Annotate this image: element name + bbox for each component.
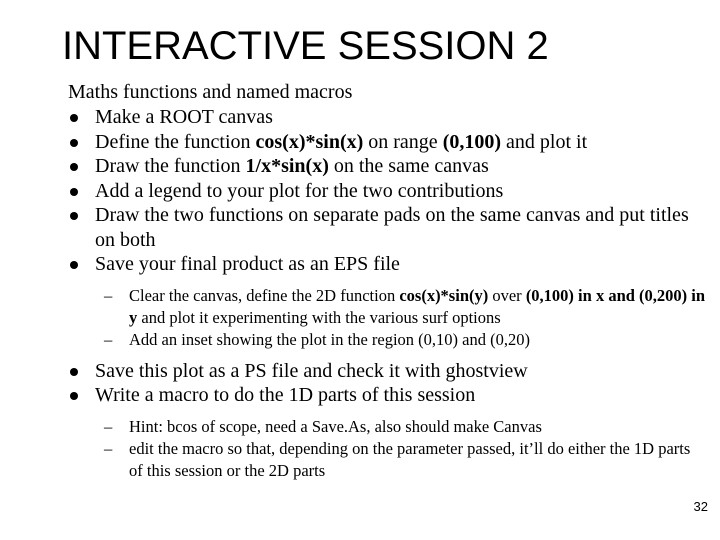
sub-code: (0,100) in x and (0,200) in y bbox=[129, 285, 706, 327]
list-item bbox=[68, 416, 708, 438]
list-item bbox=[68, 252, 708, 277]
sub-list-2 bbox=[68, 416, 708, 482]
list-item bbox=[68, 179, 708, 204]
dash-icon: – bbox=[104, 416, 113, 436]
bullet-dot-icon bbox=[70, 368, 78, 376]
sub-text: Add an inset showing the plot in the region (0,10) and (0,20) bbox=[129, 329, 530, 349]
dash-icon: – bbox=[104, 438, 113, 458]
list-item bbox=[68, 359, 708, 384]
list-item bbox=[68, 130, 708, 155]
sub-code: cos(x)*sin(y) bbox=[399, 285, 489, 305]
bullet-dot-icon bbox=[70, 114, 78, 122]
bullet-text: and plot it bbox=[501, 130, 588, 153]
intro-line: Maths functions and named macros bbox=[68, 81, 353, 103]
list-item bbox=[68, 105, 708, 130]
bullet-text: Write a macro to do the 1D parts of this session bbox=[95, 384, 476, 406]
bullet-list-2 bbox=[68, 359, 708, 408]
sub-text: edit the macro so that, depending on the parameter passed, it’ll do either the 1D parts of this session or the 2D parts bbox=[129, 438, 691, 480]
bullet-code: cos(x)*sin(x) bbox=[255, 130, 364, 153]
bullet-text: Add a legend to your plot for the two contributions bbox=[95, 179, 504, 202]
bullet-text: Make a ROOT canvas bbox=[95, 106, 273, 128]
bullet-dot-icon bbox=[70, 261, 78, 269]
bullet-text: Draw the function bbox=[95, 155, 246, 177]
bullet-dot-icon bbox=[70, 163, 78, 171]
dash-icon: – bbox=[104, 285, 113, 305]
list-item bbox=[68, 203, 708, 252]
list-item bbox=[68, 438, 708, 482]
bullet-code: 1/x*sin(x) bbox=[245, 155, 329, 177]
sub-list-1 bbox=[68, 285, 708, 351]
bullet-text: Draw the two functions on separate pads on the same canvas and put titles on both bbox=[95, 204, 689, 251]
sub-text: and plot it experimenting with the various surf options bbox=[137, 307, 501, 327]
slide-body bbox=[68, 80, 708, 490]
bullet-text: Save this plot as a PS file and check it with ghostview bbox=[95, 359, 528, 382]
bullet-code: (0,100) bbox=[442, 130, 502, 153]
list-item bbox=[68, 285, 708, 329]
bullet-dot-icon bbox=[70, 139, 78, 147]
dash-icon: – bbox=[104, 329, 113, 349]
bullet-text: Save your final product as an EPS file bbox=[95, 253, 400, 275]
bullet-dot-icon bbox=[70, 392, 78, 400]
bullet-dot-icon bbox=[70, 212, 78, 220]
bullet-text: on the same canvas bbox=[328, 155, 489, 177]
sub-text: Clear the canvas, define the 2D function bbox=[129, 285, 400, 305]
list-item bbox=[68, 154, 708, 179]
slide-title: INTERACTIVE SESSION 2 bbox=[62, 24, 549, 68]
sub-text: over bbox=[488, 285, 526, 305]
bullet-list-1 bbox=[68, 105, 708, 277]
sub-text: Hint: bcos of scope, need a Save.As, also should make Canvas bbox=[129, 416, 542, 436]
page-number: 32 bbox=[693, 499, 708, 514]
bullet-text: Define the function bbox=[95, 130, 256, 153]
list-item bbox=[68, 329, 708, 351]
list-item bbox=[68, 383, 708, 408]
bullet-text: on range bbox=[363, 130, 443, 153]
bullet-dot-icon bbox=[70, 188, 78, 196]
